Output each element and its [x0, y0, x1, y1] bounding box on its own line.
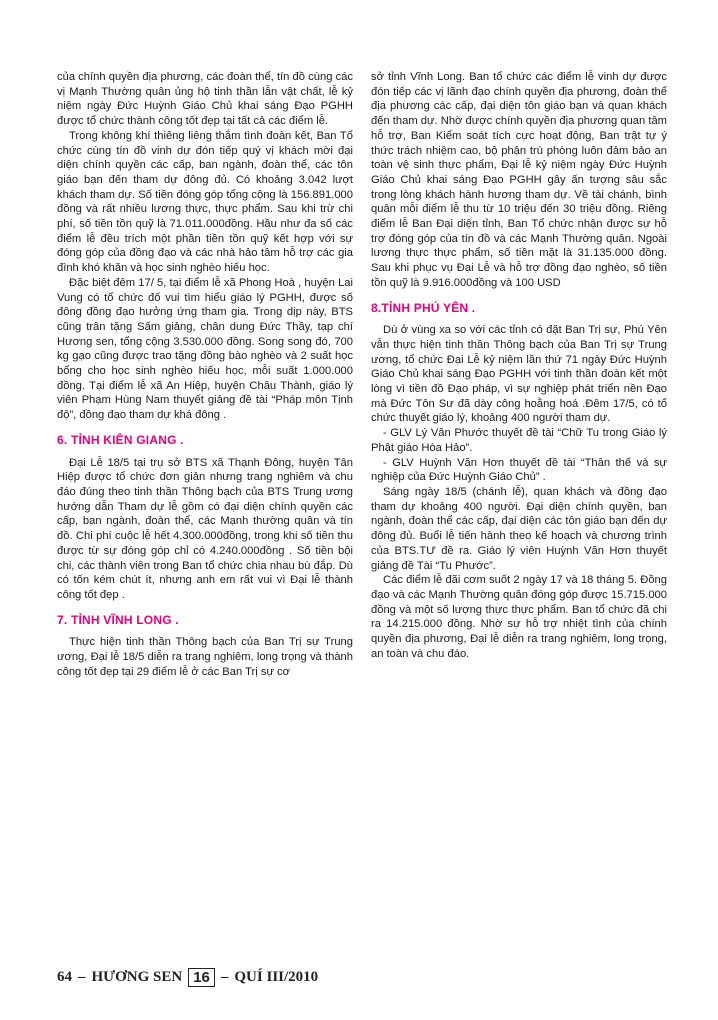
- paragraph: Các điểm lễ đãi cơm suốt 2 ngày 17 và 18 tháng 5. Đồng đạo và các Mạnh Thường quân đóng góp được 15.715.000 đồng và một số lượng thực thực phẩm. Ban tổ chức đã chi ra 14.215.000 đồng. Nhờ sự hỗ trợ nhiệt tình của chính quyền địa phương, Đại lễ diễn ra trang nghiêm, long trọng, an toàn và chu đáo.: [371, 574, 667, 660]
- page-number: 64: [57, 969, 72, 985]
- issue-number: 16: [188, 968, 215, 987]
- paragraph: Đại Lễ 18/5 tại trụ sở BTS xã Thạnh Đông, huyện Tân Hiệp được tổ chức đơn giản nhưng trang nghiêm và chu đáo đúng theo tinh thần Thông bạch của BTS Trung ương hướng dẫn Tham dự lễ gồm có đại diện chính quyền các cấp, ban ngành, đoàn thể, các Mạnh thường quân và tín đồ. Chi phí cuộc lễ hết 4.300.000đồng, trong khi số tiền thu được từ sự đóng góp chỉ có 4.240.000đồng . Số tiền bội chi, các thành viên trong Ban tổ chức chia nhau bù đắp. Dù có tốn kém chút ít, nhưng anh em rất vui vì Đại lễ thành công tốt đẹp .: [57, 456, 353, 601]
- paragraph: Đặc biệt đêm 17/ 5, tại điểm lễ xã Phong Hoà , huyện Lai Vung có tổ chức đố vui tìm hiểu giáo lý PGHH, được số đông đồng đạo hưởng ứng tham gia. Trong dịp này, BTS cũng trân tặng Sấm giảng, chân dung Đức Thầy, tạp chí Hương sen, tổng cộng 3.530.000 đồng. Song song đó, 700 kg gạo cũng được trao tặng đồng bào nghèo và 2 suất học bổng cho học sinh nghèo hiếu học, mỗi suất 1.000.000 đồng. Tại điểm lễ xã An Hiệp, huyện Châu Thành, giáo lý viên Phạm Hùng Nam thuyết giảng đề tài “Pháp môn Tịnh độ”, đồng đạo tham dự khá đông .: [57, 276, 353, 422]
- section-heading-kien-giang: 6. TỈNH KIÊN GIANG .: [57, 432, 184, 447]
- right-column: [371, 70, 667, 661]
- quarter-label: QUÍ III/2010: [234, 969, 319, 985]
- footer-dash: –: [78, 969, 86, 985]
- paragraph: Dù ở vùng xa so với các tỉnh có đặt Ban Trị sự, Phú Yên vẫn thực hiện tinh thần Thông bạch của Ban Trị sự Trung ương, tổ chức Đại Lễ kỷ niệm lần thứ 71 ngày Đức Huỳnh Giáo Chủ khai sáng Đạo PGHH với tinh thần đoàn kết một lòng vì tiền đồ Đạo pháp, vì sự nghiệp phát triển nền Đạo mà Đức Tôn Sư đã dày công hoằng hoá .Đêm 17/5, có tổ chức thuyết giáo lý, khoảng 400 người tham dự.: [371, 324, 667, 425]
- paragraph: của chính quyền địa phương, các đoàn thể, tín đồ cùng các vị Mạnh Thường quân ủng hộ tinh thần lẫn vật chất, lễ kỷ niệm ngày Đức Huỳnh Giáo Chủ khai sáng Đạo PGHH được tổ chức thành công tốt đẹp tại tất cả các điểm lễ.: [57, 71, 353, 128]
- page-footer: [57, 968, 318, 987]
- paragraph: Thực hiện tinh thần Thông bạch của Ban Trị sự Trung ương, Đại lễ 18/5 diễn ra trang nghiêm, long trọng và thành công tốt đẹp tại 29 điểm lễ ở các Ban Trị sự cơ: [57, 636, 353, 678]
- paragraph: sở tỉnh Vĩnh Long. Ban tổ chức các điểm lễ vinh dự được đón tiếp các vị lãnh đạo chính quyền địa phương, đoàn thể địa phương các cấp, đại diện tôn giáo bạn và quan khách đến tham dự. Nhờ được chính quyền địa phương quan tâm hỗ trợ, Ban Kiểm soát tích cực hoạt động, Ban trật tự ý thức trách nhiệm cao, bộ phận trù phòng luôn đảm bảo an toàn vệ sinh thực phẩm, Đại lễ kỷ niệm ngày Đức Huỳnh Giáo Chủ khai sáng Đạo PGHH gây ấn tượng sâu sắc trong lòng khách hành hương tham dự. Về tài chánh, bình quân mỗi điểm lễ thu từ 10 triệu đến 30 triệu đồng. Riêng điểm lễ Ban Đại diện tỉnh, Ban Tổ chức nhận được sự hỗ trợ đóng góp của tín đồ và các Mạnh Thường quân. Ngoài lương thực thực phẩm, số tiền mặt là 31.135.000 đồng. Sau khi phục vụ Đại Lễ và hỗ trợ đồng đạo nghèo, số tiền tồn quỹ là 9.916.000đồng và 100 USD: [371, 71, 667, 289]
- paragraph: Trong không khí thiêng liêng thắm tình đoàn kết, Ban Tổ chức cùng tín đồ vinh dự đón tiếp quý vị khách mời đại diện chính quyền các cấp, ban ngành, đoàn thể, các tôn giáo bạn đến tham dự đông đủ. Có khoảng 3.042 lượt khách tham dự. Số tiền đóng góp tổng cộng là 156.891.000 đồng và rất nhiều lương thực, thực phẩm. Sau khi trừ chi phí, số tiền tồn quỹ là 71.011.000đồng. Hầu như đa số các điểm lễ đều trích một phần tiền tồn quỹ kết hợp với sự đóng góp của đồng đạo và các nhà hảo tâm hỗ trợ các gia đình khó khăn và học sinh nghèo hiếu học.: [57, 129, 353, 275]
- paragraph: Sáng ngày 18/5 (chánh lễ), quan khách và đồng đạo tham dự khoảng 400 người. Đại diện chính quyền, ban ngành, đoàn thể các cấp, đại diện các tôn giáo bạn đến dự đông đủ. Buổi lễ tiến hành theo kế hoạch và chương trình của BTS.TƯ đề ra. Giáo lý viên Huỳnh Văn Hơn thuyết giảng đề Tài “Tu Phước”.: [371, 485, 667, 572]
- magazine-name: HƯƠNG SEN: [91, 969, 183, 985]
- paragraph: - GLV Lý Văn Phước thuyết đề tài “Chữ Tu trong Giáo lý Phật giáo Hòa Hảo”.: [371, 427, 667, 454]
- paragraph: - GLV Huỳnh Văn Hơn thuyết đề tài “Thân thế và sự nghiệp của Đức Huỳnh Giáo Chủ” .: [371, 456, 667, 484]
- footer-dash: –: [220, 969, 229, 985]
- section-heading-vinh-long: 7. TỈNH VĨNH LONG .: [57, 612, 179, 627]
- left-column: [57, 70, 353, 679]
- section-heading-phu-yen: 8.TỈNH PHÚ YÊN .: [371, 300, 476, 315]
